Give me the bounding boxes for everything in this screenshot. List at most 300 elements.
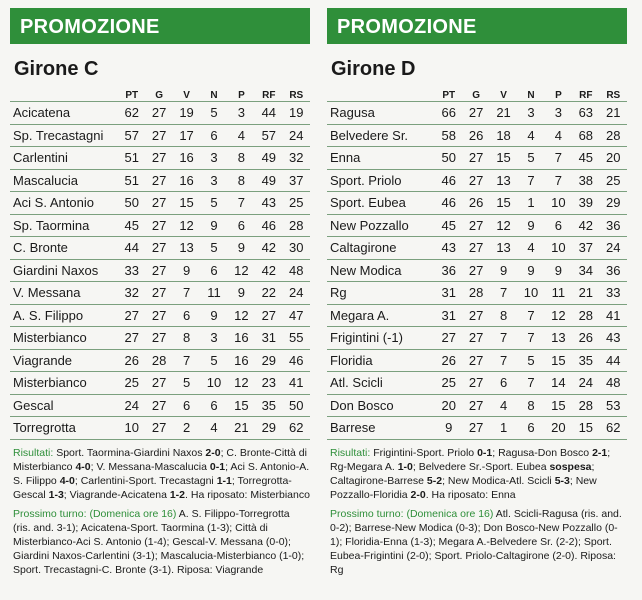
stat-cell: 3 — [228, 102, 255, 125]
match-notes — [10, 446, 310, 577]
stat-cell: 27 — [145, 214, 172, 237]
stat-cell: 21 — [600, 102, 627, 125]
stat-cell: 4 — [517, 124, 544, 147]
results-paragraph — [330, 446, 627, 502]
stat-cell: 11 — [200, 282, 227, 305]
stat-cell: 10 — [200, 372, 227, 395]
team-name: Misterbianco — [10, 327, 118, 350]
stat-cell: 27 — [145, 372, 172, 395]
result-score: 2-0 — [205, 446, 221, 459]
stat-cell: 4 — [545, 124, 572, 147]
table-row — [327, 372, 627, 395]
result-score: 1-3 — [48, 488, 64, 501]
stat-cell: 13 — [490, 169, 517, 192]
standings-header — [327, 83, 627, 102]
stat-cell: 36 — [600, 214, 627, 237]
team-name: Sp. Trecastagni — [10, 124, 118, 147]
team-name: Barrese — [327, 417, 435, 440]
stat-cell: 27 — [462, 102, 489, 125]
table-row — [327, 304, 627, 327]
stat-cell: 21 — [572, 282, 599, 305]
stat-cell: 8 — [228, 169, 255, 192]
table-row — [327, 327, 627, 350]
stat-cell: 43 — [255, 192, 282, 215]
results-text — [13, 447, 310, 501]
standings-table — [10, 83, 310, 440]
result-text: ; New Modica-Atl. Scicli — [442, 474, 555, 487]
team-name: Gescal — [10, 394, 118, 417]
stat-cell: 31 — [255, 327, 282, 350]
results-label: Risultati: — [330, 446, 371, 459]
stat-cell: 39 — [572, 192, 599, 215]
stat-cell: 27 — [462, 237, 489, 260]
stat-cell: 12 — [173, 214, 200, 237]
stat-cell: 9 — [173, 259, 200, 282]
stat-cell: 13 — [545, 327, 572, 350]
stat-cell: 15 — [490, 192, 517, 215]
stat-cell: 1 — [517, 192, 544, 215]
stat-cell: 27 — [462, 394, 489, 417]
team-name: Ragusa — [327, 102, 435, 125]
stat-cell: 34 — [572, 259, 599, 282]
stat-cell: 15 — [572, 417, 599, 440]
stat-cell: 7 — [517, 169, 544, 192]
stat-cell: 7 — [490, 282, 517, 305]
stat-cell: 28 — [462, 282, 489, 305]
stat-cell: 9 — [200, 304, 227, 327]
group-title: Girone D — [331, 58, 416, 80]
stat-cell: 5 — [200, 102, 227, 125]
stat-cell: 7 — [490, 349, 517, 372]
stat-cell: 9 — [517, 259, 544, 282]
stat-cell: 10 — [517, 282, 544, 305]
result-text: ; Caltagirone-Barrese — [330, 460, 595, 487]
stat-cell: 25 — [283, 192, 310, 215]
column-header: N — [210, 90, 218, 101]
stat-cell: 8 — [228, 147, 255, 170]
result-score: 2-0 — [410, 488, 426, 501]
stat-cell: 12 — [545, 304, 572, 327]
stat-cell: 22 — [255, 282, 282, 305]
table-row — [10, 192, 310, 215]
table-row — [327, 192, 627, 215]
stat-cell: 62 — [283, 417, 310, 440]
standings-rows — [327, 102, 627, 440]
group-title: Girone C — [14, 58, 99, 80]
stat-cell: 51 — [118, 169, 145, 192]
stat-cell: 7 — [545, 147, 572, 170]
stat-cell: 41 — [283, 372, 310, 395]
stat-cell: 25 — [435, 372, 462, 395]
stat-cell: 16 — [228, 327, 255, 350]
stat-cell: 9 — [490, 259, 517, 282]
stat-cell: 23 — [255, 372, 282, 395]
stat-cell: 5 — [517, 147, 544, 170]
results-label: Risultati: — [13, 446, 54, 459]
stat-cell: 27 — [462, 327, 489, 350]
team-name: A. S. Filippo — [10, 304, 118, 327]
stat-cell: 8 — [173, 327, 200, 350]
stat-cell: 47 — [283, 304, 310, 327]
team-name: Aci S. Antonio — [10, 192, 118, 215]
stat-cell: 26 — [572, 327, 599, 350]
stat-cell: 17 — [173, 124, 200, 147]
team-name: Sp. Taormina — [10, 214, 118, 237]
table-row — [327, 147, 627, 170]
stat-cell: 57 — [118, 124, 145, 147]
team-name: Caltagirone — [327, 237, 435, 260]
stat-cell: 9 — [228, 237, 255, 260]
column-header: PT — [125, 90, 139, 101]
stat-cell: 45 — [572, 147, 599, 170]
stat-cell: 24 — [283, 282, 310, 305]
table-row — [10, 417, 310, 440]
result-score: 1-1 — [216, 474, 232, 487]
result-text: ; C. Bronte-Città di Misterbianco — [13, 446, 307, 473]
result-text: ; Belvedere Sr.-Sport. Eubea — [412, 460, 550, 473]
column-header: RF — [262, 90, 276, 101]
stat-cell: 49 — [255, 169, 282, 192]
stat-cell: 3 — [200, 327, 227, 350]
team-name: Rg — [327, 282, 435, 305]
result-text: Sport. Taormina-Giardini Naxos — [56, 446, 206, 459]
stat-cell: 3 — [200, 147, 227, 170]
stat-cell: 26 — [435, 349, 462, 372]
stat-cell: 58 — [435, 124, 462, 147]
stat-cell: 6 — [173, 304, 200, 327]
stat-cell: 9 — [435, 417, 462, 440]
stat-cell: 55 — [283, 327, 310, 350]
stat-cell: 15 — [545, 349, 572, 372]
stat-cell: 29 — [255, 349, 282, 372]
stat-cell: 5 — [173, 372, 200, 395]
stat-cell: 27 — [145, 169, 172, 192]
stat-cell: 27 — [145, 417, 172, 440]
stat-cell: 19 — [173, 102, 200, 125]
stat-cell: 32 — [118, 282, 145, 305]
result-score: 5-2 — [426, 474, 443, 487]
stat-cell: 4 — [517, 237, 544, 260]
stat-cell: 10 — [545, 192, 572, 215]
stat-cell: 9 — [200, 214, 227, 237]
stat-cell: 6 — [200, 394, 227, 417]
stat-cell: 7 — [490, 327, 517, 350]
stat-cell: 20 — [435, 394, 462, 417]
team-name: Floridia — [327, 349, 435, 372]
team-name: Torregrotta — [10, 417, 118, 440]
stat-cell: 18 — [490, 124, 517, 147]
result-text: ; New Pozzallo-Floridia — [330, 474, 597, 501]
result-score: 1-2 — [169, 488, 186, 501]
stat-cell: 57 — [255, 124, 282, 147]
stat-cell: 33 — [118, 259, 145, 282]
table-row — [10, 394, 310, 417]
result-text: ; Viagrande-Acicatena — [63, 488, 170, 501]
table-row — [10, 282, 310, 305]
stat-cell: 37 — [572, 237, 599, 260]
stat-cell: 48 — [600, 372, 627, 395]
stat-cell: 4 — [228, 124, 255, 147]
stat-cell: 44 — [600, 349, 627, 372]
stat-cell: 20 — [545, 417, 572, 440]
table-row — [10, 372, 310, 395]
team-name: Sport. Priolo — [327, 169, 435, 192]
stat-cell: 26 — [118, 349, 145, 372]
result-score: 0-1 — [209, 460, 226, 473]
stat-cell: 27 — [462, 147, 489, 170]
stat-cell: 20 — [600, 147, 627, 170]
stat-cell: 27 — [435, 327, 462, 350]
stat-cell: 6 — [545, 214, 572, 237]
stat-cell: 36 — [435, 259, 462, 282]
stat-cell: 49 — [255, 147, 282, 170]
stat-cell: 13 — [490, 237, 517, 260]
stat-cell: 6 — [200, 259, 227, 282]
table-row — [327, 282, 627, 305]
stat-cell: 6 — [490, 372, 517, 395]
stat-cell: 3 — [545, 102, 572, 125]
table-row — [327, 102, 627, 125]
table-row — [10, 102, 310, 125]
table-row — [10, 349, 310, 372]
column-header: V — [183, 90, 190, 101]
stat-cell: 27 — [145, 304, 172, 327]
table-row — [327, 394, 627, 417]
stat-cell: 28 — [145, 349, 172, 372]
column-header: V — [500, 90, 507, 101]
next-round-text: A. S. Filippo-Torregrotta (ris. and. 3-1); Acicatena-Sport. Taormina (1-3); Città di Misterbianco-Aci S. Antonio (1-4); Gescal-V. Messana (0-0); Giardini Naxos-Carlentini (3-1); Mascalucia-Misterbianco (1-0); Sport. Trecastagni-C. Bronte (3-1). Riposa: Viagrande — [13, 507, 305, 576]
stat-cell: 24 — [600, 237, 627, 260]
stat-cell: 3 — [200, 169, 227, 192]
stat-cell: 41 — [600, 304, 627, 327]
table-row — [10, 327, 310, 350]
stat-cell: 27 — [145, 124, 172, 147]
stat-cell: 26 — [462, 124, 489, 147]
stat-cell: 27 — [145, 327, 172, 350]
team-name: Mascalucia — [10, 169, 118, 192]
stat-cell: 10 — [545, 237, 572, 260]
stat-cell: 4 — [490, 394, 517, 417]
result-score: 5-3 — [554, 474, 570, 487]
stat-cell: 31 — [435, 282, 462, 305]
stat-cell: 3 — [517, 102, 544, 125]
stat-cell: 27 — [462, 372, 489, 395]
stat-cell: 27 — [145, 394, 172, 417]
stat-cell: 24 — [572, 372, 599, 395]
stat-cell: 12 — [228, 372, 255, 395]
stat-cell: 15 — [228, 394, 255, 417]
result-text: . Ha riposato: Misterbianco — [185, 488, 310, 501]
stat-cell: 2 — [173, 417, 200, 440]
result-score: 2-1 — [592, 446, 608, 459]
team-name: V. Messana — [10, 282, 118, 305]
results-text — [330, 447, 610, 501]
team-name: Sport. Eubea — [327, 192, 435, 215]
stat-cell: 28 — [283, 214, 310, 237]
stat-cell: 66 — [435, 102, 462, 125]
stat-cell: 11 — [545, 282, 572, 305]
result-score: 1-0 — [397, 460, 413, 473]
stat-cell: 50 — [118, 192, 145, 215]
stat-cell: 27 — [118, 327, 145, 350]
stat-cell: 46 — [435, 169, 462, 192]
stat-cell: 21 — [490, 102, 517, 125]
stat-cell: 27 — [145, 102, 172, 125]
team-name: Carlentini — [10, 147, 118, 170]
stat-cell: 4 — [200, 417, 227, 440]
stat-cell: 21 — [228, 417, 255, 440]
column-header: PT — [442, 90, 456, 101]
stat-cell: 24 — [283, 124, 310, 147]
stat-cell: 50 — [283, 394, 310, 417]
stat-cell: 10 — [118, 417, 145, 440]
stat-cell: 27 — [145, 282, 172, 305]
stat-cell: 19 — [283, 102, 310, 125]
team-name: Frigintini (-1) — [327, 327, 435, 350]
stat-cell: 37 — [283, 169, 310, 192]
table-row — [327, 214, 627, 237]
column-header: G — [472, 90, 481, 101]
stat-cell: 6 — [228, 214, 255, 237]
stat-cell: 12 — [228, 304, 255, 327]
stat-cell: 25 — [118, 372, 145, 395]
stat-cell: 46 — [283, 349, 310, 372]
stat-cell: 44 — [255, 102, 282, 125]
stat-cell: 13 — [173, 237, 200, 260]
column-header: G — [155, 90, 164, 101]
stat-cell: 7 — [545, 169, 572, 192]
stat-cell: 26 — [462, 192, 489, 215]
stat-cell: 51 — [118, 147, 145, 170]
standings-rows — [10, 102, 310, 440]
next-round-paragraph — [13, 507, 310, 577]
standings-header — [10, 83, 310, 102]
stat-cell: 12 — [228, 259, 255, 282]
stat-cell: 28 — [572, 394, 599, 417]
stat-cell: 46 — [435, 192, 462, 215]
team-name: Belvedere Sr. — [327, 124, 435, 147]
result-text: ; Torregrotta-Gescal — [13, 474, 292, 501]
stat-cell: 27 — [462, 304, 489, 327]
stat-cell: 29 — [255, 417, 282, 440]
results-paragraph — [13, 446, 310, 502]
next-round-label: Prossimo turno: (Domenica ore 16) — [330, 507, 494, 520]
table-row — [10, 147, 310, 170]
table-row — [327, 259, 627, 282]
stat-cell: 27 — [462, 169, 489, 192]
stat-cell: 6 — [200, 124, 227, 147]
stat-cell: 50 — [435, 147, 462, 170]
stat-cell: 9 — [228, 282, 255, 305]
result-score: 4-0 — [75, 460, 91, 473]
team-name: Enna — [327, 147, 435, 170]
standings-table — [327, 83, 627, 440]
stat-cell: 16 — [173, 169, 200, 192]
stat-cell: 27 — [145, 259, 172, 282]
column-header: RS — [289, 90, 304, 101]
stat-cell: 27 — [462, 417, 489, 440]
stat-cell: 7 — [517, 372, 544, 395]
stat-cell: 7 — [517, 327, 544, 350]
stat-cell: 30 — [283, 237, 310, 260]
result-text: . Ha riposato: Enna — [425, 488, 516, 501]
team-name: New Modica — [327, 259, 435, 282]
stat-cell: 25 — [600, 169, 627, 192]
stat-cell: 29 — [600, 192, 627, 215]
team-name: Megara A. — [327, 304, 435, 327]
stat-cell: 16 — [173, 147, 200, 170]
stat-cell: 8 — [517, 394, 544, 417]
stat-cell: 27 — [462, 349, 489, 372]
table-row — [327, 169, 627, 192]
stat-cell: 62 — [600, 417, 627, 440]
stat-cell: 42 — [572, 214, 599, 237]
stat-cell: 27 — [145, 237, 172, 260]
column-header: N — [527, 90, 535, 101]
team-name: Don Bosco — [327, 394, 435, 417]
stat-cell: 9 — [545, 259, 572, 282]
stat-cell: 5 — [200, 192, 227, 215]
team-name: Misterbianco — [10, 372, 118, 395]
table-row — [327, 417, 627, 440]
stat-cell: 7 — [228, 192, 255, 215]
team-name: New Pozzallo — [327, 214, 435, 237]
stat-cell: 8 — [490, 304, 517, 327]
table-row — [327, 237, 627, 260]
stat-cell: 27 — [462, 214, 489, 237]
stat-cell: 31 — [435, 304, 462, 327]
stat-cell: 46 — [255, 214, 282, 237]
table-row — [10, 124, 310, 147]
stat-cell: 7 — [173, 282, 200, 305]
stat-cell: 62 — [118, 102, 145, 125]
result-text: Frigintini-Sport. Priolo — [373, 446, 478, 459]
stat-cell: 6 — [517, 417, 544, 440]
stat-cell: 9 — [517, 214, 544, 237]
stat-cell: 27 — [145, 192, 172, 215]
result-text: ; V. Messana-Mascalucia — [90, 460, 210, 473]
column-header: RF — [579, 90, 593, 101]
team-name: Giardini Naxos — [10, 259, 118, 282]
stat-cell: 28 — [572, 304, 599, 327]
team-name: Acicatena — [10, 102, 118, 125]
stat-cell: 53 — [600, 394, 627, 417]
result-score: 4-0 — [59, 474, 75, 487]
stat-cell: 63 — [572, 102, 599, 125]
result-text: ; Rg-Megara A. — [330, 446, 611, 473]
stat-cell: 7 — [517, 304, 544, 327]
table-row — [10, 259, 310, 282]
stat-cell: 15 — [545, 394, 572, 417]
stat-cell: 6 — [173, 394, 200, 417]
promozione-banner: PROMOZIONE — [10, 8, 310, 44]
stat-cell: 27 — [462, 259, 489, 282]
result-score: 0-1 — [477, 446, 493, 459]
stat-cell: 42 — [255, 237, 282, 260]
stat-cell: 14 — [545, 372, 572, 395]
stat-cell: 45 — [118, 214, 145, 237]
stat-cell: 33 — [600, 282, 627, 305]
stat-cell: 27 — [145, 147, 172, 170]
column-header: P — [555, 90, 562, 101]
stat-cell: 7 — [173, 349, 200, 372]
stat-cell: 36 — [600, 259, 627, 282]
stat-cell: 12 — [490, 214, 517, 237]
result-text: ; Carlentini-Sport. Trecastagni — [74, 474, 217, 487]
table-row — [10, 304, 310, 327]
stat-cell: 5 — [517, 349, 544, 372]
next-round-text: Atl. Scicli-Ragusa (ris. and. 0-2); Barrese-New Modica (0-3); Don Bosco-New Pozzallo (0-1); Floridia-Enna (1-3); Megara A.-Belvedere Sr. (2-2); Sport. Eubea-Frigintini (2-0); Sport. Priolo-Caltagirone (2-0). Riposa: Rg — [330, 507, 622, 576]
